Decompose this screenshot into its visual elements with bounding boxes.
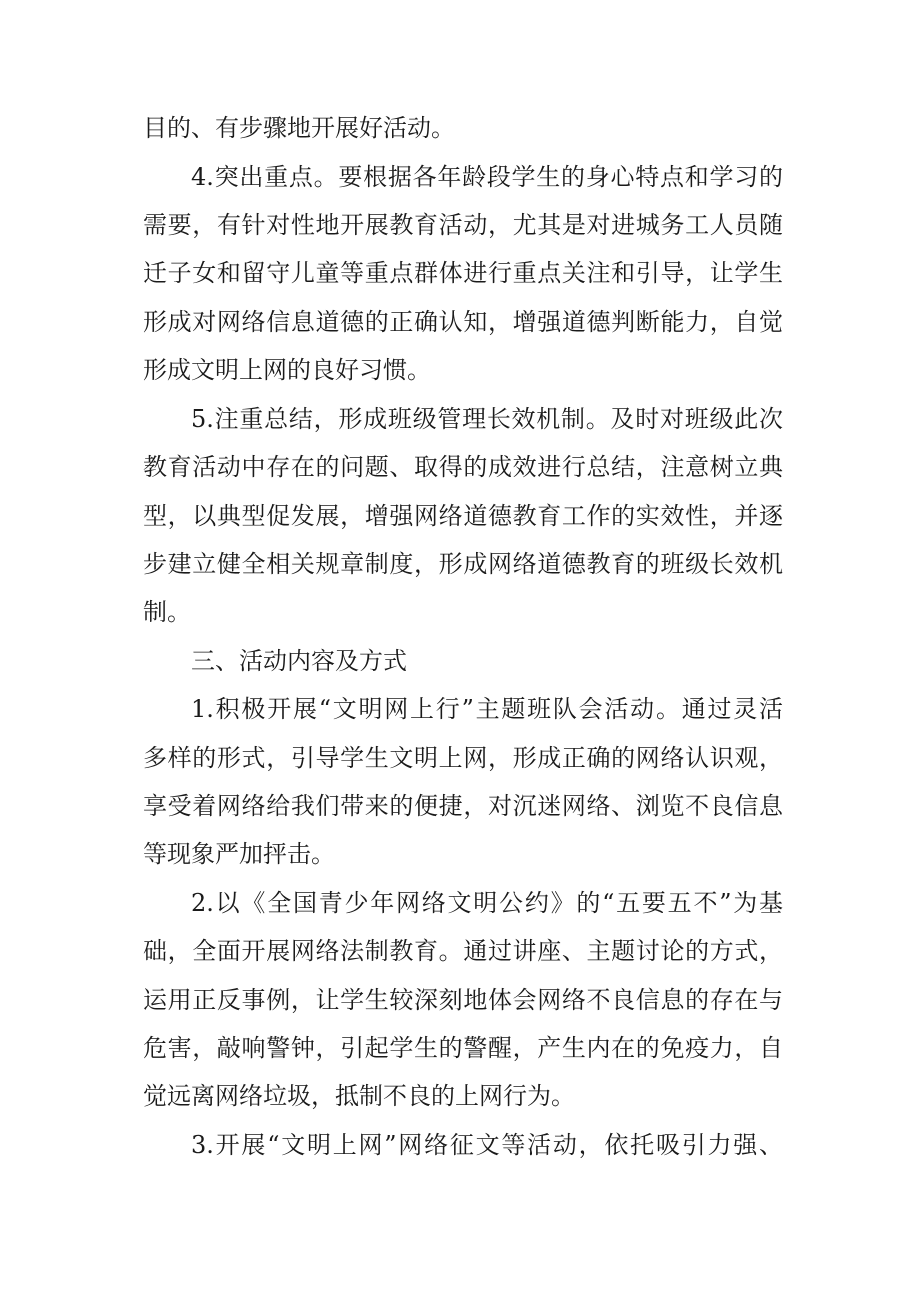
text-line: 教育活动中存在的问题、取得的成效进行总结，注意树立典 bbox=[143, 453, 783, 481]
text-line: 享受着网络给我们带来的便捷，对沉迷网络、浏览不良信息 bbox=[143, 792, 783, 820]
text-line: 等现象严加抨击。 bbox=[143, 840, 335, 868]
text-line: 迁子女和留守儿童等重点群体进行重点关注和引导，让学生 bbox=[143, 259, 783, 287]
text-line: 运用正反事例，让学生较深刻地体会网络不良信息的存在与 bbox=[143, 986, 783, 1014]
text-line: 4.突出重点。要根据各年龄段学生的身心特点和学习的 bbox=[191, 163, 783, 191]
text-line: 5.注重总结，形成班级管理长效机制。及时对班级此次 bbox=[191, 405, 783, 433]
text-line: 多样的形式，引导学生文明上网，形成正确的网络认识观， bbox=[143, 744, 783, 772]
text-line: 3.开展“文明上网”网络征文等活动，依托吸引力强、 bbox=[191, 1131, 783, 1159]
text-line: 觉远离网络垃圾，抵制不良的上网行为。 bbox=[143, 1082, 575, 1110]
text-line: 步建立健全相关规章制度，形成网络道德教育的班级长效机 bbox=[143, 550, 783, 578]
text-line: 形成文明上网的良好习惯。 bbox=[143, 356, 431, 384]
text-line: 础，全面开展网络法制教育。通过讲座、主题讨论的方式， bbox=[143, 937, 783, 965]
text-line: 危害，敲响警钟，引起学生的警醒，产生内在的免疫力，自 bbox=[143, 1034, 783, 1062]
text-line: 制。 bbox=[143, 598, 191, 626]
text-line: 形成对网络信息道德的正确认知，增强道德判断能力，自觉 bbox=[143, 308, 783, 336]
text-line: 需要，有针对性地开展教育活动，尤其是对进城务工人员随 bbox=[143, 211, 783, 239]
text-line: 2.以《全国青少年网络文明公约》的“五要五不”为基 bbox=[191, 889, 783, 917]
text-line: 1.积极开展“文明网上行”主题班队会活动。通过灵活 bbox=[191, 695, 783, 723]
section-heading: 三、活动内容及方式 bbox=[191, 647, 407, 675]
text-line: 型，以典型促发展，增强网络道德教育工作的实效性，并逐 bbox=[143, 502, 783, 530]
text-line: 目的、有步骤地开展好活动。 bbox=[143, 114, 455, 142]
